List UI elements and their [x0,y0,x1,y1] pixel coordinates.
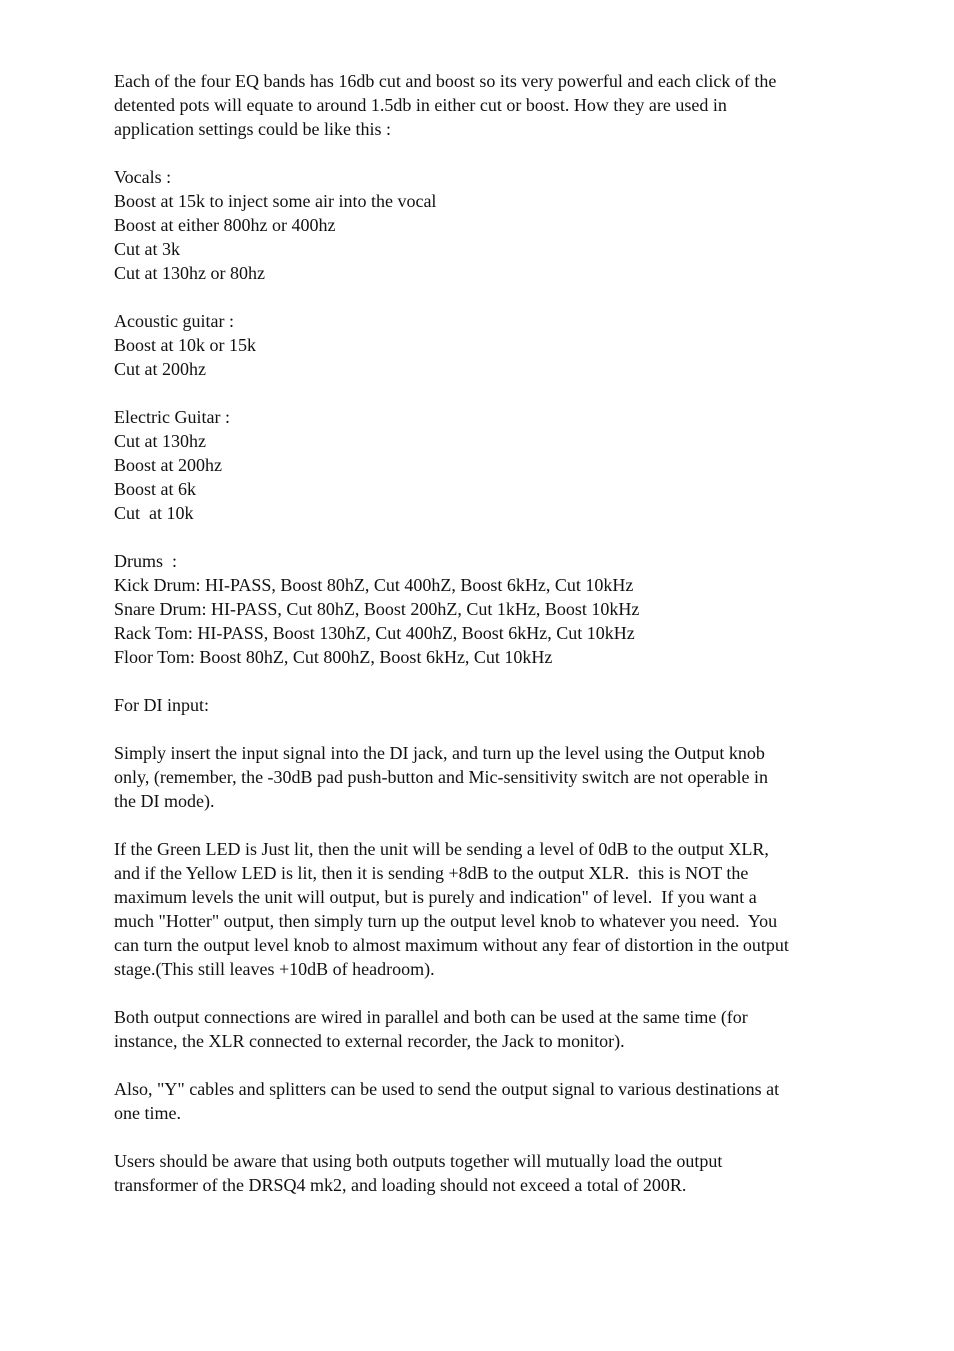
di-p2-line: stage.(This still leaves +10dB of headroom). [114,959,435,979]
di-paragraph-2 [114,837,849,981]
vocals-line: Cut at 130hz or 80hz [114,263,265,283]
di-p2-line: much "Hotter" output, then simply turn up the output level knob to whatever you need. You [114,911,778,931]
drums-section [114,549,849,669]
acoustic-guitar-section [114,309,849,381]
document-page [114,69,849,1221]
intro-paragraph [114,69,849,141]
intro-line: Each of the four EQ bands has 16db cut and boost so its very powerful and each click of the [114,71,777,91]
electric-line: Boost at 6k [114,479,197,499]
vocals-line: Boost at either 800hz or 400hz [114,215,336,235]
di-heading: For DI input: [114,695,210,715]
vocals-section [114,165,849,285]
di-heading-block [114,693,849,717]
acoustic-heading: Acoustic guitar : [114,311,234,331]
electric-line: Boost at 200hz [114,455,222,475]
outputs-p1-line: Both output connections are wired in parallel and both can be used at the same time (for [114,1007,748,1027]
di-p2-line: can turn the output level knob to almost maximum without any fear of distortion in the output [114,935,789,955]
di-paragraph-1 [114,741,849,813]
outputs-paragraph-2 [114,1077,849,1125]
vocals-line: Cut at 3k [114,239,180,259]
outputs-p2-line: one time. [114,1103,181,1123]
electric-line: Cut at 10k [114,503,194,523]
outputs-paragraph-1 [114,1005,849,1053]
drums-line: Snare Drum: HI-PASS, Cut 80hZ, Boost 200hZ, Cut 1kHz, Boost 10kHz [114,599,640,619]
intro-line: application settings could be like this : [114,119,391,139]
drums-heading: Drums : [114,551,177,571]
acoustic-line: Boost at 10k or 15k [114,335,256,355]
di-p1-line: Simply insert the input signal into the DI jack, and turn up the level using the Output knob [114,743,765,763]
drums-line: Kick Drum: HI-PASS, Boost 80hZ, Cut 400hZ, Boost 6kHz, Cut 10kHz [114,575,634,595]
di-p2-line: and if the Yellow LED is lit, then it is sending +8dB to the output XLR. this is NOT the [114,863,749,883]
outputs-p3-line: transformer of the DRSQ4 mk2, and loading should not exceed a total of 200R. [114,1175,687,1195]
outputs-p2-line: Also, "Y" cables and splitters can be used to send the output signal to various destinations at [114,1079,780,1099]
electric-line: Cut at 130hz [114,431,206,451]
vocals-line: Boost at 15k to inject some air into the vocal [114,191,437,211]
drums-line: Floor Tom: Boost 80hZ, Cut 800hZ, Boost 6kHz, Cut 10kHz [114,647,553,667]
intro-line: detented pots will equate to around 1.5db in either cut or boost. How they are used in [114,95,727,115]
electric-heading: Electric Guitar : [114,407,230,427]
vocals-heading: Vocals : [114,167,172,187]
outputs-p1-line: instance, the XLR connected to external recorder, the Jack to monitor). [114,1031,625,1051]
outputs-paragraph-3 [114,1149,849,1197]
di-p2-line: If the Green LED is Just lit, then the unit will be sending a level of 0dB to the output XLR, [114,839,769,859]
acoustic-line: Cut at 200hz [114,359,206,379]
di-p2-line: maximum levels the unit will output, but is purely and indication" of level. If you want a [114,887,757,907]
di-p1-line: only, (remember, the -30dB pad push-button and Mic-sensitivity switch are not operable in [114,767,768,787]
di-p1-line: the DI mode). [114,791,215,811]
electric-guitar-section [114,405,849,525]
outputs-p3-line: Users should be aware that using both outputs together will mutually load the output [114,1151,723,1171]
drums-line: Rack Tom: HI-PASS, Boost 130hZ, Cut 400hZ, Boost 6kHz, Cut 10kHz [114,623,635,643]
